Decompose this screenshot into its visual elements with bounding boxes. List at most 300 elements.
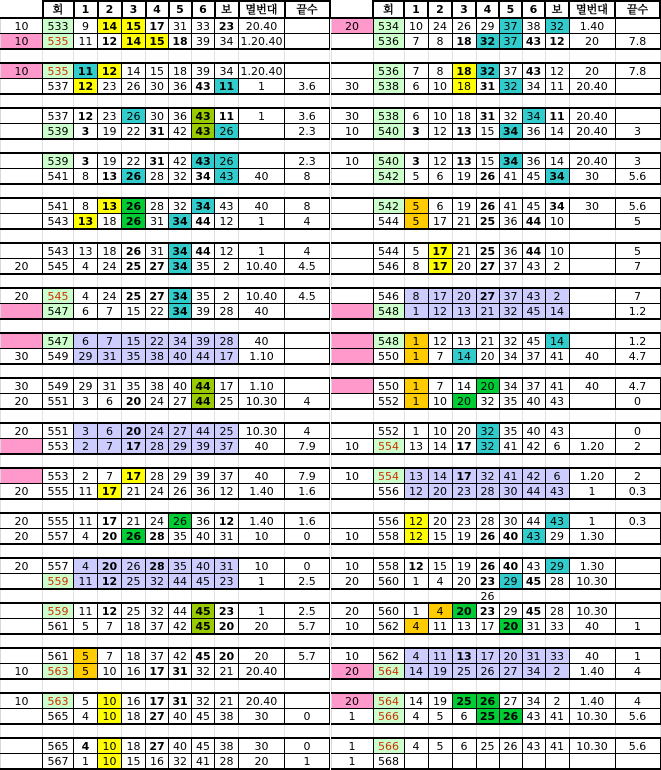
group-cell[interactable]: 1 — [331, 709, 373, 725]
num3-cell[interactable]: 14 — [452, 349, 476, 365]
num1-cell[interactable]: 4 — [74, 259, 98, 275]
num4-cell[interactable]: 28 — [476, 484, 499, 500]
round-cell[interactable]: 556 — [373, 513, 404, 529]
bonus-cell[interactable]: 29 — [545, 529, 569, 545]
last-digit-cell[interactable] — [285, 664, 330, 680]
separator-cell[interactable] — [43, 544, 74, 558]
last-digit-cell[interactable] — [285, 34, 330, 50]
num4-cell[interactable]: 16 — [146, 754, 169, 770]
last-digit-cell[interactable]: 5.6 — [615, 198, 660, 214]
num2-cell[interactable]: 5 — [428, 738, 452, 754]
group-cell[interactable] — [331, 333, 373, 349]
round-cell[interactable]: 547 — [43, 304, 74, 320]
separator-cell[interactable] — [428, 49, 452, 63]
bonus-cell[interactable]: 34 — [545, 169, 569, 185]
separator-cell[interactable] — [373, 184, 404, 198]
num2-cell[interactable]: 12 — [428, 304, 452, 320]
missing-range-cell[interactable]: 1.30 — [569, 529, 615, 545]
separator-cell[interactable] — [169, 634, 192, 648]
separator-cell[interactable] — [239, 499, 285, 513]
last-digit-cell[interactable] — [615, 603, 660, 619]
column-header[interactable]: 6 — [192, 1, 215, 18]
num1-cell[interactable]: 6 — [74, 333, 98, 349]
separator-cell[interactable] — [569, 139, 615, 153]
separator-cell[interactable] — [569, 634, 615, 648]
bonus-cell[interactable]: 37 — [215, 439, 239, 455]
separator-cell[interactable] — [373, 364, 404, 378]
separator-cell[interactable] — [428, 724, 452, 738]
separator-cell[interactable] — [404, 49, 428, 63]
num4-cell[interactable]: 26 — [476, 169, 499, 185]
separator-cell[interactable] — [452, 724, 476, 738]
separator-cell[interactable] — [522, 454, 545, 468]
separator-cell[interactable] — [615, 679, 660, 693]
bonus-cell[interactable]: 17 — [215, 378, 239, 394]
num4-cell[interactable]: 38 — [146, 349, 169, 365]
separator-cell[interactable] — [452, 94, 476, 108]
num5-cell[interactable]: 29 — [499, 603, 522, 619]
separator-cell[interactable] — [169, 364, 192, 378]
separator-cell[interactable] — [452, 544, 476, 558]
num4-cell[interactable]: 24 — [146, 394, 169, 410]
num1-cell[interactable]: 11 — [74, 484, 98, 500]
last-digit-cell[interactable]: 7.8 — [615, 34, 660, 50]
separator-cell[interactable] — [169, 139, 192, 153]
round-cell[interactable]: 540 — [373, 153, 404, 169]
num1-cell[interactable]: 4 — [404, 619, 428, 635]
last-digit-cell[interactable]: 0.3 — [615, 484, 660, 500]
separator-cell[interactable] — [476, 49, 499, 63]
num5-cell[interactable]: 35 — [169, 558, 192, 574]
separator-cell[interactable] — [404, 409, 428, 423]
separator-cell[interactable] — [373, 319, 404, 333]
group-cell[interactable] — [1, 603, 43, 619]
last-digit-cell[interactable] — [615, 108, 660, 124]
num6-cell[interactable]: 44 — [522, 243, 545, 259]
num5-cell[interactable]: 32 — [169, 198, 192, 214]
last-digit-cell[interactable]: 5.6 — [615, 738, 660, 754]
separator-cell[interactable] — [169, 94, 192, 108]
separator-cell[interactable] — [239, 274, 285, 288]
num2-cell[interactable] — [428, 754, 452, 770]
separator-cell[interactable] — [545, 364, 569, 378]
last-digit-cell[interactable]: 4 — [615, 693, 660, 709]
num1-cell[interactable]: 13 — [404, 439, 428, 455]
missing-range-cell[interactable] — [569, 243, 615, 259]
num3-cell[interactable]: 25 — [122, 288, 146, 304]
separator-cell[interactable] — [285, 184, 330, 198]
num5-cell[interactable]: 41 — [499, 468, 522, 484]
num1-cell[interactable]: 12 — [404, 529, 428, 545]
missing-range-cell[interactable]: 10.40 — [239, 259, 285, 275]
num3-cell[interactable]: 19 — [452, 169, 476, 185]
separator-cell[interactable] — [192, 139, 215, 153]
num5-cell[interactable]: 42 — [169, 124, 192, 140]
separator-cell[interactable] — [74, 319, 98, 333]
separator-cell[interactable] — [74, 139, 98, 153]
separator-cell[interactable] — [522, 679, 545, 693]
num1-cell[interactable]: 4 — [74, 558, 98, 574]
separator-cell[interactable] — [404, 634, 428, 648]
separator-cell[interactable] — [331, 139, 373, 153]
num6-cell[interactable]: 44 — [192, 243, 215, 259]
last-digit-cell[interactable] — [615, 529, 660, 545]
num4-cell[interactable]: 32 — [476, 394, 499, 410]
separator-cell[interactable] — [285, 364, 330, 378]
num5-cell[interactable]: 34 — [499, 124, 522, 140]
group-cell[interactable] — [1, 754, 43, 770]
num5-cell[interactable]: 26 — [169, 513, 192, 529]
num4-cell[interactable]: 23 — [476, 603, 499, 619]
num4-cell[interactable]: 28 — [146, 468, 169, 484]
round-cell[interactable]: 557 — [43, 529, 74, 545]
separator-cell[interactable] — [146, 589, 169, 603]
separator-cell[interactable] — [476, 499, 499, 513]
missing-range-cell[interactable]: 10 — [239, 529, 285, 545]
separator-cell[interactable] — [285, 544, 330, 558]
separator-cell[interactable] — [569, 364, 615, 378]
separator-cell[interactable] — [192, 274, 215, 288]
group-cell[interactable] — [1, 153, 43, 169]
num4-cell[interactable]: 25 — [476, 243, 499, 259]
num6-cell[interactable]: 44 — [192, 378, 215, 394]
bonus-cell[interactable]: 43 — [545, 484, 569, 500]
column-header[interactable]: 5 — [169, 1, 192, 18]
separator-cell[interactable] — [499, 724, 522, 738]
num1-cell[interactable]: 1 — [404, 423, 428, 439]
missing-range-cell[interactable]: 1.30 — [569, 558, 615, 574]
separator-cell[interactable] — [169, 184, 192, 198]
separator-cell[interactable] — [569, 454, 615, 468]
num5-cell[interactable]: 32 — [499, 304, 522, 320]
num5-cell[interactable]: 32 — [169, 754, 192, 770]
separator-cell[interactable] — [331, 274, 373, 288]
separator-cell[interactable] — [522, 364, 545, 378]
num3-cell[interactable]: 15 — [122, 304, 146, 320]
missing-range-cell[interactable]: 1 — [239, 574, 285, 590]
missing-range-cell[interactable]: 40 — [569, 619, 615, 635]
num4-cell[interactable]: 32 — [146, 574, 169, 590]
separator-cell[interactable] — [428, 409, 452, 423]
round-cell[interactable]: 538 — [373, 79, 404, 95]
num6-cell[interactable]: 39 — [192, 439, 215, 455]
num5-cell[interactable]: 18 — [169, 34, 192, 50]
round-cell[interactable]: 565 — [43, 709, 74, 725]
group-cell[interactable] — [1, 709, 43, 725]
num6-cell[interactable]: 38 — [522, 18, 545, 34]
bonus-cell[interactable]: 2 — [545, 288, 569, 304]
num6-cell[interactable]: 43 — [522, 63, 545, 79]
separator-cell[interactable] — [545, 454, 569, 468]
separator-cell[interactable] — [569, 499, 615, 513]
num5-cell[interactable]: 41 — [499, 439, 522, 455]
num4-cell[interactable]: 32 — [476, 34, 499, 50]
num6-cell[interactable]: 43 — [192, 124, 215, 140]
separator-cell[interactable] — [1, 679, 43, 693]
num1-cell[interactable]: 9 — [74, 18, 98, 34]
missing-range-cell[interactable]: 1.40 — [569, 664, 615, 680]
num6-cell[interactable]: 39 — [192, 304, 215, 320]
num5-cell[interactable]: 35 — [499, 423, 522, 439]
separator-cell[interactable] — [215, 229, 239, 243]
separator-cell[interactable] — [404, 544, 428, 558]
num3-cell[interactable] — [452, 754, 476, 770]
last-digit-cell[interactable] — [285, 349, 330, 365]
num5-cell[interactable]: 30 — [499, 484, 522, 500]
last-digit-cell[interactable] — [615, 18, 660, 34]
bonus-cell[interactable]: 23 — [215, 18, 239, 34]
separator-cell[interactable] — [1, 139, 43, 153]
separator-cell[interactable] — [74, 229, 98, 243]
separator-cell[interactable] — [452, 634, 476, 648]
separator-cell[interactable] — [192, 364, 215, 378]
separator-cell[interactable] — [569, 589, 615, 603]
num2-cell[interactable]: 14 — [428, 468, 452, 484]
num6-cell[interactable]: 43 — [192, 108, 215, 124]
column-header[interactable]: 보 — [545, 1, 569, 18]
num6-cell[interactable]: 43 — [522, 34, 545, 50]
num3-cell[interactable]: 20 — [452, 394, 476, 410]
last-digit-cell[interactable] — [285, 18, 330, 34]
separator-cell[interactable] — [545, 724, 569, 738]
missing-range-cell[interactable]: 30 — [239, 709, 285, 725]
bonus-cell[interactable]: 11 — [545, 79, 569, 95]
num3-cell[interactable]: 15 — [122, 754, 146, 770]
separator-cell[interactable] — [239, 589, 285, 603]
group-cell[interactable]: 1 — [331, 738, 373, 754]
separator-cell[interactable] — [476, 409, 499, 423]
bonus-cell[interactable]: 14 — [545, 304, 569, 320]
round-cell[interactable]: 555 — [43, 484, 74, 500]
num4-cell[interactable]: 31 — [476, 79, 499, 95]
missing-range-cell[interactable]: 20 — [239, 619, 285, 635]
separator-cell[interactable] — [122, 364, 146, 378]
missing-range-cell[interactable] — [569, 214, 615, 230]
bonus-cell[interactable]: 34 — [215, 63, 239, 79]
separator-cell[interactable] — [476, 184, 499, 198]
missing-range-cell[interactable]: 10.30 — [569, 738, 615, 754]
group-cell[interactable] — [1, 468, 43, 484]
separator-cell[interactable] — [428, 499, 452, 513]
num5-cell[interactable]: 35 — [169, 529, 192, 545]
last-digit-cell[interactable]: 4.5 — [285, 259, 330, 275]
separator-cell[interactable] — [331, 679, 373, 693]
num1-cell[interactable]: 3 — [74, 423, 98, 439]
group-cell[interactable]: 30 — [1, 349, 43, 365]
separator-cell[interactable] — [215, 499, 239, 513]
bonus-cell[interactable]: 43 — [545, 423, 569, 439]
separator-cell[interactable] — [146, 499, 169, 513]
separator-cell[interactable] — [373, 499, 404, 513]
separator-cell[interactable] — [192, 49, 215, 63]
separator-cell[interactable] — [192, 634, 215, 648]
last-digit-cell[interactable] — [285, 333, 330, 349]
num1-cell[interactable]: 5 — [404, 169, 428, 185]
separator-cell[interactable] — [499, 49, 522, 63]
num4-cell[interactable]: 37 — [146, 648, 169, 664]
bonus-cell[interactable]: 17 — [215, 349, 239, 365]
num5-cell[interactable]: 34 — [169, 304, 192, 320]
num5-cell[interactable]: 40 — [499, 529, 522, 545]
num6-cell[interactable]: 43 — [192, 153, 215, 169]
num1-cell[interactable]: 1 — [404, 603, 428, 619]
num4-cell[interactable]: 27 — [146, 259, 169, 275]
column-header[interactable]: 회 — [43, 1, 74, 18]
separator-cell[interactable] — [615, 139, 660, 153]
group-cell[interactable] — [331, 513, 373, 529]
column-header[interactable]: 멸번대 — [239, 1, 285, 18]
bonus-cell[interactable]: 38 — [215, 738, 239, 754]
num3-cell[interactable]: 14 — [122, 34, 146, 50]
bonus-cell[interactable]: 41 — [545, 709, 569, 725]
num4-cell[interactable]: 20 — [476, 349, 499, 365]
separator-cell[interactable] — [476, 229, 499, 243]
separator-cell[interactable] — [239, 454, 285, 468]
num2-cell[interactable]: 13 — [98, 169, 122, 185]
last-digit-cell[interactable]: 5.6 — [615, 709, 660, 725]
num6-cell[interactable]: 43 — [522, 529, 545, 545]
bonus-cell[interactable]: 43 — [545, 394, 569, 410]
separator-cell[interactable] — [285, 229, 330, 243]
num6-cell[interactable]: 34 — [522, 664, 545, 680]
bonus-cell[interactable]: 10 — [545, 214, 569, 230]
last-digit-cell[interactable]: 7.9 — [285, 439, 330, 455]
num4-cell[interactable]: 25 — [476, 738, 499, 754]
bonus-cell[interactable]: 43 — [215, 169, 239, 185]
num3-cell[interactable]: 15 — [122, 18, 146, 34]
bonus-cell[interactable]: 11 — [215, 108, 239, 124]
missing-range-cell[interactable] — [239, 153, 285, 169]
num2-cell[interactable]: 14 — [428, 439, 452, 455]
separator-cell[interactable] — [43, 724, 74, 738]
missing-range-cell[interactable]: 30 — [239, 738, 285, 754]
group-cell[interactable]: 10 — [1, 34, 43, 50]
num2-cell[interactable]: 14 — [98, 18, 122, 34]
num4-cell[interactable]: 25 — [476, 214, 499, 230]
round-cell[interactable]: 536 — [373, 34, 404, 50]
separator-cell[interactable] — [331, 634, 373, 648]
num3-cell[interactable]: 6 — [452, 709, 476, 725]
separator-cell[interactable] — [499, 499, 522, 513]
column-header[interactable]: 3 — [122, 1, 146, 18]
round-cell[interactable]: 566 — [373, 738, 404, 754]
num6-cell[interactable]: 45 — [522, 333, 545, 349]
round-cell[interactable]: 564 — [373, 693, 404, 709]
group-cell[interactable]: 10 — [331, 558, 373, 574]
num6-cell[interactable]: 40 — [522, 394, 545, 410]
separator-cell[interactable] — [404, 229, 428, 243]
last-digit-cell[interactable]: 4 — [285, 423, 330, 439]
num3-cell[interactable]: 6 — [452, 738, 476, 754]
corner-cell[interactable] — [331, 1, 373, 18]
num4-cell[interactable]: 23 — [476, 574, 499, 590]
num2-cell[interactable]: 6 — [98, 394, 122, 410]
separator-cell[interactable] — [74, 544, 98, 558]
group-cell[interactable] — [1, 79, 43, 95]
num3-cell[interactable]: 13 — [452, 153, 476, 169]
group-cell[interactable]: 20 — [1, 259, 43, 275]
column-header[interactable]: 멸번대 — [569, 1, 615, 18]
num4-cell[interactable]: 28 — [146, 529, 169, 545]
separator-cell[interactable] — [1, 724, 43, 738]
separator-cell[interactable] — [169, 724, 192, 738]
separator-cell[interactable] — [569, 184, 615, 198]
num6-cell[interactable]: 45 — [192, 574, 215, 590]
missing-range-cell[interactable]: 10.40 — [239, 288, 285, 304]
num4-cell[interactable]: 26 — [476, 558, 499, 574]
last-digit-cell[interactable]: 5.6 — [615, 169, 660, 185]
separator-cell[interactable] — [522, 544, 545, 558]
separator-cell[interactable] — [239, 139, 285, 153]
num3-cell[interactable]: 26 — [122, 529, 146, 545]
num4-cell[interactable]: 21 — [476, 333, 499, 349]
separator-cell[interactable] — [404, 724, 428, 738]
round-cell[interactable]: 547 — [43, 333, 74, 349]
missing-range-cell[interactable]: 20.40 — [239, 664, 285, 680]
last-digit-cell[interactable]: 2 — [615, 468, 660, 484]
num1-cell[interactable]: 1 — [404, 574, 428, 590]
num6-cell[interactable]: 41 — [192, 754, 215, 770]
num5-cell[interactable]: 34 — [169, 243, 192, 259]
num6-cell[interactable]: 45 — [192, 709, 215, 725]
missing-range-cell[interactable] — [569, 423, 615, 439]
corner-cell[interactable] — [1, 1, 43, 18]
num1-cell[interactable]: 13 — [404, 468, 428, 484]
separator-cell[interactable] — [122, 139, 146, 153]
separator-cell[interactable] — [331, 589, 373, 603]
separator-cell[interactable] — [169, 49, 192, 63]
num1-cell[interactable]: 1 — [404, 349, 428, 365]
num4-cell[interactable]: 29 — [476, 18, 499, 34]
round-cell[interactable]: 545 — [43, 288, 74, 304]
separator-cell[interactable] — [98, 679, 122, 693]
num2-cell[interactable]: 20 — [98, 529, 122, 545]
missing-range-cell[interactable]: 10.30 — [569, 603, 615, 619]
num3-cell[interactable]: 17 — [452, 468, 476, 484]
separator-cell[interactable] — [1, 49, 43, 63]
num3-cell[interactable]: 13 — [452, 124, 476, 140]
bonus-cell[interactable]: 29 — [545, 558, 569, 574]
missing-range-cell[interactable]: 10.30 — [239, 394, 285, 410]
num2-cell[interactable]: 19 — [428, 664, 452, 680]
separator-cell[interactable] — [43, 319, 74, 333]
separator-cell[interactable] — [239, 49, 285, 63]
num5-cell[interactable]: 31 — [169, 693, 192, 709]
separator-cell[interactable] — [522, 139, 545, 153]
num2-cell[interactable]: 18 — [98, 214, 122, 230]
separator-cell[interactable] — [43, 139, 74, 153]
column-header[interactable]: 4 — [146, 1, 169, 18]
round-cell[interactable]: 556 — [373, 484, 404, 500]
column-header[interactable]: 끝수 — [615, 1, 660, 18]
group-cell[interactable] — [1, 648, 43, 664]
num6-cell[interactable]: 35 — [192, 288, 215, 304]
num1-cell[interactable]: 8 — [74, 198, 98, 214]
num2-cell[interactable]: 31 — [98, 349, 122, 365]
separator-cell[interactable] — [428, 319, 452, 333]
num2-cell[interactable]: 12 — [428, 333, 452, 349]
separator-cell[interactable] — [1, 319, 43, 333]
num4-cell[interactable]: 24 — [146, 513, 169, 529]
group-cell[interactable]: 20 — [331, 18, 373, 34]
separator-cell[interactable] — [452, 364, 476, 378]
last-digit-cell[interactable]: 7.9 — [285, 468, 330, 484]
num6-cell[interactable]: 44 — [522, 214, 545, 230]
num2-cell[interactable]: 12 — [98, 34, 122, 50]
bonus-cell[interactable]: 23 — [215, 603, 239, 619]
num3-cell[interactable]: 25 — [452, 693, 476, 709]
group-cell[interactable]: 10 — [331, 529, 373, 545]
